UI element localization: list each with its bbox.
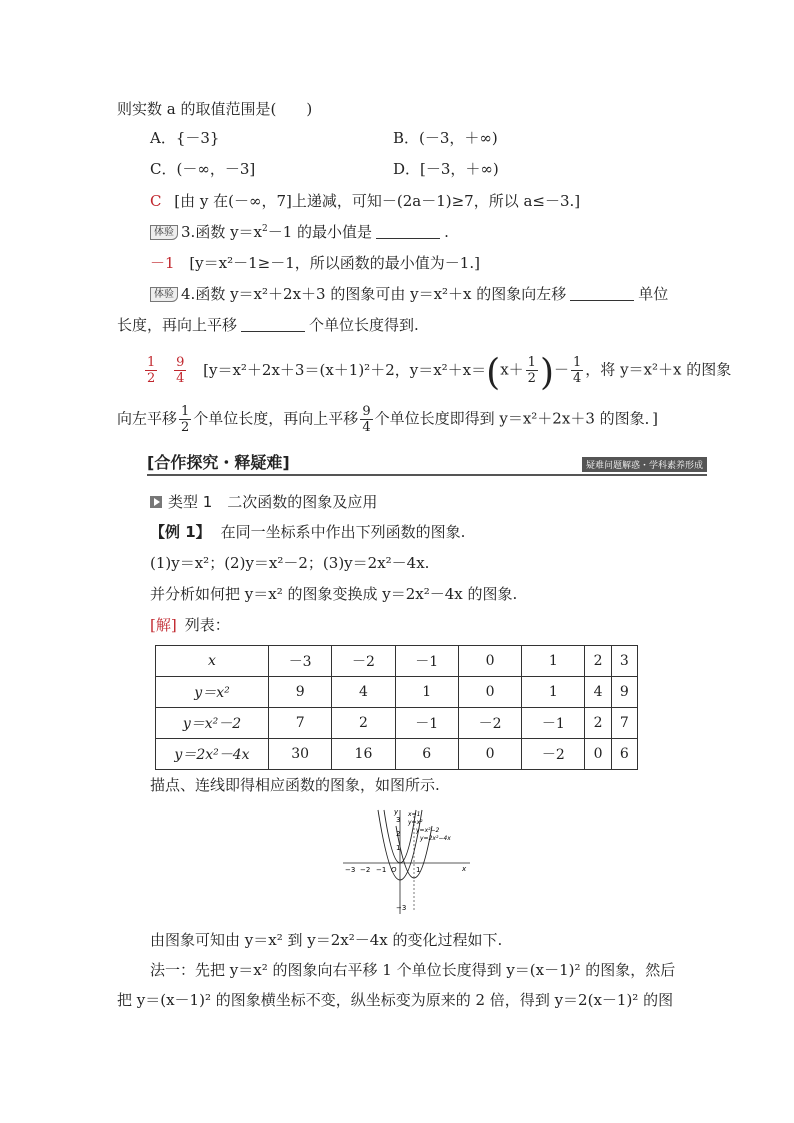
table-row — [156, 646, 638, 677]
table-cell: 0 — [458, 646, 521, 677]
table-cell: 4 — [332, 677, 395, 708]
q4-blank-1[interactable] — [570, 286, 634, 301]
q4-stem-l1a: 函数 y＝x²＋2x＋3 的图象可由 y＝x²＋x 的图象向左移 — [195, 285, 567, 303]
table-row-header: y＝x² — [156, 677, 269, 708]
table-cell: 30 — [269, 739, 332, 770]
table-row — [156, 739, 638, 770]
q2-stem: 则实数 a 的取值范围是( ) — [117, 100, 313, 118]
q4-answer-nine-quarters: $\frac{9}{4}$ — [362, 404, 371, 435]
table-cell: 7 — [269, 708, 332, 739]
table-row-header: x — [156, 646, 269, 677]
example1-functions: (1)y＝x²；(2)y＝x²－2；(3)y＝2x²－4x. — [150, 554, 430, 572]
q4-num: 4. — [181, 285, 196, 303]
table-cell: －2 — [332, 646, 395, 677]
svg-text:−1: −1 — [376, 866, 387, 874]
label-y-2x2-minus-4x: y=2x²−4x — [420, 835, 451, 842]
example1-tag: 【例 1】 — [150, 523, 211, 541]
svg-text:1: 1 — [416, 866, 421, 874]
q4-answer-line1: $\frac{1}{2}$ $\frac{9}{4}$ [y＝x²＋2x＋3＝(x＋1)²＋2，y＝x²＋x＝(x＋ $\frac{1}{2}$ )－ $\frac{1}{4}$ ，将 y＝x²＋x 的图象 — [147, 352, 732, 394]
type1-heading: 类型 1 二次函数的图象及应用 — [150, 492, 377, 512]
section-subtitle: 疑难问题解惑・学科素养形成 — [582, 457, 707, 472]
q3-num: 3. — [181, 223, 196, 241]
table-cell: 9 — [611, 677, 637, 708]
q4-answer-l1b: ，将 y＝x²＋x 的图象 — [585, 360, 732, 379]
svg-text:1: 1 — [396, 844, 401, 852]
svg-text:−3: −3 — [345, 866, 356, 874]
q3-stem-post: －1 的最小值是 — [267, 223, 373, 241]
table-cell: －1 — [395, 646, 458, 677]
q3-stem: 体验 3.函数 $y=x^2-1$ 的最小值是 . — [150, 222, 449, 242]
svg-text:3: 3 — [396, 816, 401, 824]
table-cell: 9 — [269, 677, 332, 708]
table-cell: 1 — [522, 646, 585, 677]
table-cell: 2 — [332, 708, 395, 739]
table-cell: 2 — [585, 646, 611, 677]
method1-line1: 法一：先把 y＝x² 的图象向右平移 1 个单位长度得到 y＝(x－1)² 的图象，然后 — [150, 961, 676, 979]
table-cell: 16 — [332, 739, 395, 770]
label-x-eq-1: x=1 — [408, 811, 421, 818]
q2-answer — [150, 191, 580, 211]
q3-answer-text: [y＝x²－1≥－1，所以函数的最小值为－1.] — [189, 254, 480, 272]
q3-blank[interactable] — [376, 224, 440, 239]
parabola-figure — [338, 806, 478, 916]
q4-blank-2[interactable] — [241, 317, 305, 332]
solution-tag: [解] — [150, 616, 177, 634]
x-axis-label: x — [462, 865, 467, 873]
table-row-header: y＝x²－2 — [156, 708, 269, 739]
q4-answer-half-2: $\frac{1}{2}$ — [181, 404, 190, 435]
table-row — [156, 708, 638, 739]
q4-answer-l1a: [y＝x²＋2x＋3＝(x＋1)²＋2，y＝x²＋x＝ — [203, 360, 487, 379]
table-cell: 6 — [395, 739, 458, 770]
table-cell: －2 — [458, 708, 521, 739]
q2-option-d: D．[－3，＋∞) — [393, 160, 499, 178]
table-cell: 1 — [522, 677, 585, 708]
q3-stem-pre: 函数 y＝x — [195, 223, 263, 241]
table-cell: －3 — [269, 646, 332, 677]
table-row-header: y＝2x²－4x — [156, 739, 269, 770]
table-cell: 3 — [611, 646, 637, 677]
q4-stem-l2a: 长度，再向上平移 — [117, 316, 238, 334]
table-row — [156, 677, 638, 708]
q2-option-c: C．(－∞，－3] — [150, 160, 256, 178]
q2-answer-letter: C — [150, 192, 162, 210]
q4-answer-half: $\frac{1}{2}$ — [527, 355, 536, 386]
after-table-text: 描点、连线即得相应函数的图象，如图所示. — [150, 776, 440, 794]
y-axis-label: y — [394, 808, 399, 816]
q2-option-a: A．{－3} — [150, 129, 220, 147]
table-cell: 4 — [585, 677, 611, 708]
section-header — [147, 448, 707, 476]
q3-answer — [150, 253, 480, 273]
table-cell: 6 — [611, 739, 637, 770]
play-triangle-icon — [150, 496, 162, 508]
table-cell: 0 — [585, 739, 611, 770]
q4-answer-frac-1: $\frac{1}{2}$ — [147, 355, 156, 386]
svg-text:O: O — [391, 866, 397, 874]
table-cell: 0 — [458, 677, 521, 708]
method1-line2: 把 y＝(x－1)² 的图象横坐标不变，纵坐标变为原来的 2 倍，得到 y＝2(x－1)² 的图 — [117, 991, 674, 1009]
q4-stem-l1b: 单位 — [638, 285, 669, 303]
table-cell: －1 — [522, 708, 585, 739]
q2-answer-text: [由 y 在(－∞，7]上递减，可知－(2a－1)≥7，所以 a≤－3.] — [174, 192, 581, 210]
table-cell: 7 — [611, 708, 637, 739]
q4-stem-line1 — [150, 284, 668, 304]
table-cell: 1 — [395, 677, 458, 708]
q4-stem-line2 — [117, 315, 419, 335]
label-y-x2: y=x² — [408, 819, 423, 826]
q2-option-b: B．(－3，＋∞) — [393, 129, 498, 147]
solution-intro: [解] 列表： — [150, 616, 230, 634]
label-y-x2-minus-2: y=x²−2 — [416, 827, 440, 834]
conclusion-text: 由图象可知由 y＝x² 到 y＝2x²－4x 的变化过程如下. — [150, 931, 503, 949]
q4-answer-line2: 向左平移 $\frac{1}{2}$ 个单位长度，再向上平移 $\frac{9}{4}$ 个单位长度即得到 y＝x²＋2x＋3 的图象．] — [117, 404, 658, 435]
q4-answer-quarter: $\frac{1}{4}$ — [573, 355, 582, 386]
example1-analyze: 并分析如何把 y＝x² 的图象变换成 y＝2x²－4x 的图象. — [150, 585, 518, 603]
value-table — [155, 645, 638, 770]
example1-stem: 【例 1】 在同一坐标系中作出下列函数的图象. — [150, 523, 466, 541]
q4-stem-l2b: 个单位长度得到. — [309, 316, 419, 334]
svg-text:−2: −2 — [360, 866, 371, 874]
q3-tag: 体验 — [150, 225, 178, 240]
svg-text:2: 2 — [396, 830, 401, 838]
table-cell: －1 — [395, 708, 458, 739]
q3-answer-num: －1 — [150, 254, 175, 272]
q4-tag: 体验 — [150, 287, 178, 302]
q4-answer-frac-2: $\frac{9}{4}$ — [176, 355, 185, 386]
table-cell: －2 — [522, 739, 585, 770]
table-cell: 2 — [585, 708, 611, 739]
section-title: [合作探究・释疑难] — [147, 453, 290, 472]
svg-text:−3: −3 — [396, 904, 407, 912]
table-cell: 0 — [458, 739, 521, 770]
